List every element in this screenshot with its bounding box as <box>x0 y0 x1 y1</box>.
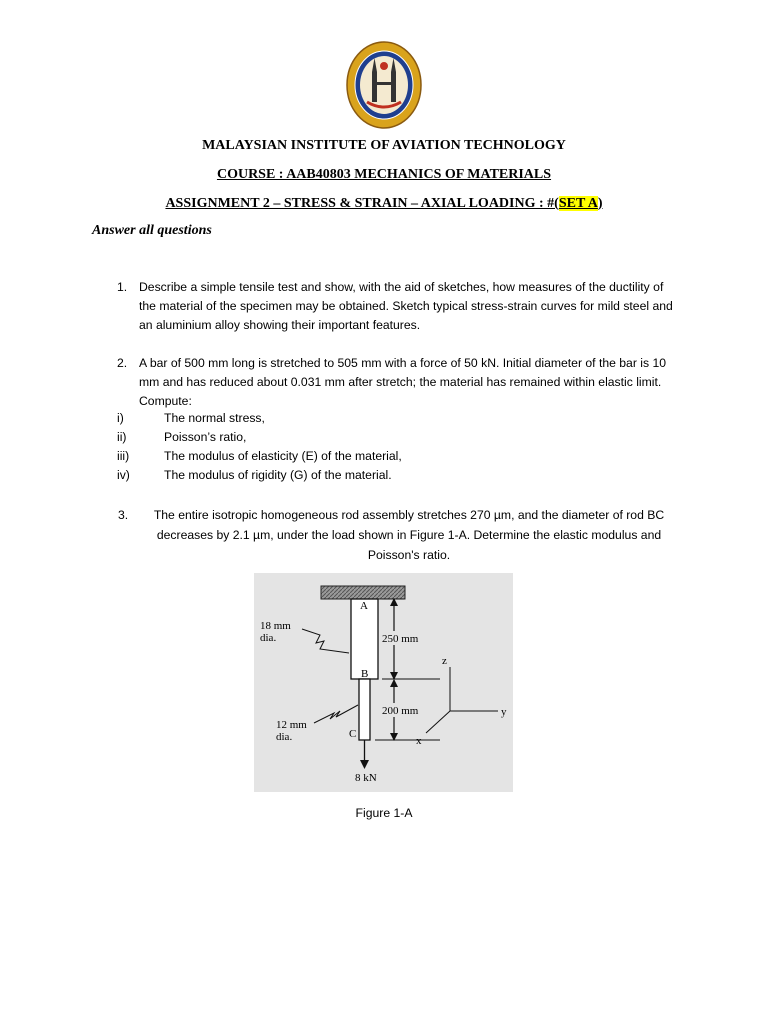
assignment-title <box>0 196 768 212</box>
dim-arrowhead <box>390 679 398 687</box>
part-text: The modulus of rigidity (G) of the material. <box>164 468 392 482</box>
rod-bc <box>359 679 370 740</box>
question-text: The entire isotropic homogeneous rod assembly stretches 270 µm, and the diameter of rod BC decreases by 2.1 µm, under the load shown in Figure 1-A. Determine the elastic modulus and Poisson's ratio. <box>153 508 665 562</box>
part-label: i) <box>117 411 124 425</box>
question-number: 3. <box>118 508 129 522</box>
rod-assembly-figure <box>254 573 513 792</box>
part-label: iii) <box>117 449 130 463</box>
fixed-support <box>321 586 405 599</box>
label-point-b: B <box>361 668 369 680</box>
load-arrowhead <box>360 760 369 769</box>
label-point-c: C <box>349 728 357 740</box>
label-axis-x: x <box>416 735 422 747</box>
leader-line-upper <box>302 629 349 653</box>
question-text: A bar of 500 mm long is stretched to 505 mm with a force of 50 kN. Initial diameter of the bar is 10 mm and has reduced about 0.031 mm after stretch; the material has remained within elastic limit. Compute: <box>139 356 667 408</box>
assignment-title-suffix: ) <box>597 196 603 211</box>
label-point-a: A <box>360 600 368 612</box>
leader-line-lower <box>314 705 358 723</box>
label-axis-y: y <box>501 706 507 718</box>
label-upper-diameter: 18 mm <box>260 620 291 632</box>
figure-caption: Figure 1-A <box>355 806 413 820</box>
part-text: The normal stress, <box>164 411 265 425</box>
label-axis-z: z <box>442 655 447 667</box>
part-text: Poisson’s ratio, <box>164 430 247 444</box>
axis-x-line <box>426 711 450 733</box>
label-length-bc: 200 mm <box>382 705 419 717</box>
question-number: 2. <box>117 356 128 370</box>
institution-title: MALAYSIAN INSTITUTE OF AVIATION TECHNOLOGY <box>202 138 566 153</box>
part-label: ii) <box>117 430 127 444</box>
university-logo <box>345 40 423 130</box>
question-number: 1. <box>117 280 128 294</box>
label-length-ab: 250 mm <box>382 633 419 645</box>
assignment-title-prefix: ASSIGNMENT 2 – STRESS & STRAIN – AXIAL LOADING : #( <box>165 196 559 211</box>
question-text: Describe a simple tensile test and show, with the aid of sketches, how measures of the ductility of the material of the specimen may be obtained. Sketch typical stress-strain curves for mild steel and an aluminium alloy showing their important features. <box>139 280 673 332</box>
assignment-set-highlight: SET A <box>558 196 598 211</box>
part-text: The modulus of elasticity (E) of the material, <box>164 449 402 463</box>
label-load: 8 kN <box>355 772 377 784</box>
label-upper-diameter-unit: dia. <box>260 632 277 644</box>
label-lower-diameter-unit: dia. <box>276 731 293 743</box>
label-lower-diameter: 12 mm <box>276 719 307 731</box>
part-label: iv) <box>117 468 130 482</box>
course-title: COURSE : AAB40803 MECHANICS OF MATERIALS <box>216 167 552 182</box>
instruction-text: Answer all questions <box>92 223 212 238</box>
